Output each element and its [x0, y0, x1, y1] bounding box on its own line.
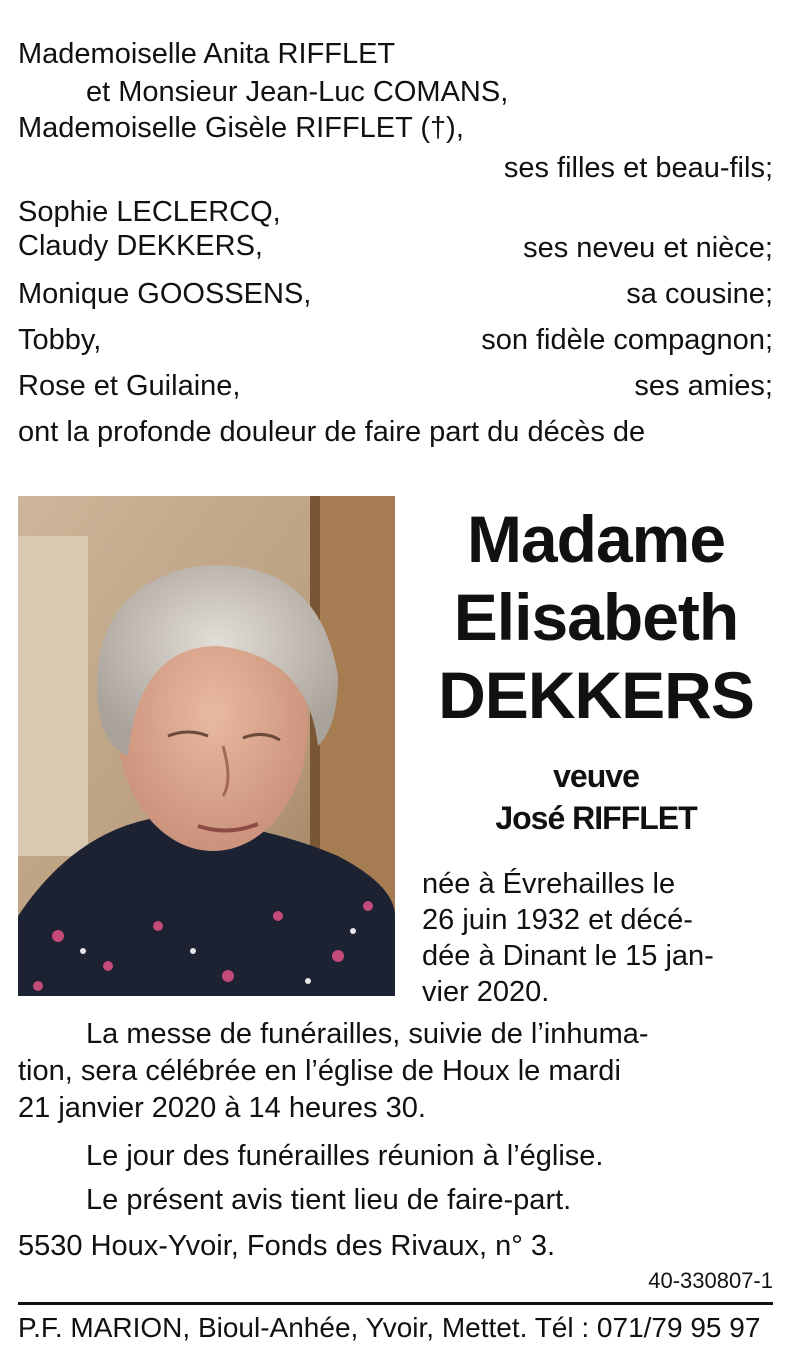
family-line-2: et Monsieur Jean-Luc COMANS, — [86, 76, 509, 108]
family-line-1: Mademoiselle Anita RIFFLET — [18, 38, 396, 70]
funeral-line-2: tion, sera célébrée en l’église de Houx le mardi — [18, 1055, 621, 1087]
relation-nephew-niece: ses neveu et nièce; — [523, 232, 773, 264]
relation-friends: ses amies; — [634, 370, 773, 402]
family-line-8: Rose et Guilaine, — [18, 370, 241, 402]
meeting-line: Le jour des funérailles réunion à l’église. — [86, 1140, 604, 1172]
funeral-line-3: 21 janvier 2020 à 14 heures 30. — [18, 1092, 426, 1124]
reference-number: 40-330807-1 — [648, 1268, 773, 1293]
deceased-first-name: Elisabeth — [453, 580, 739, 654]
footer-divider — [18, 1302, 773, 1305]
relation-companion: son fidèle compagnon; — [481, 324, 773, 356]
deceased-last-name: DEKKERS — [438, 658, 754, 732]
address-line: 5530 Houx-Yvoir, Fonds des Rivaux, n° 3. — [18, 1230, 556, 1262]
funeral-home-footer: P.F. MARION, Bioul-Anhée, Yvoir, Mettet. Tél : 071/79 95 97 — [18, 1312, 761, 1343]
family-line-3: Mademoiselle Gisèle RIFFLET (†), — [18, 112, 464, 144]
family-line-5: Claudy DEKKERS, — [18, 230, 263, 262]
widow-label: veuve — [553, 758, 639, 794]
notice-line: Le présent avis tient lieu de faire-part. — [86, 1184, 572, 1216]
funeral-line-1: La messe de funérailles, suivie de l’inhuma- — [86, 1018, 649, 1050]
family-line-6: Monique GOOSSENS, — [18, 278, 312, 310]
announcement-line: ont la profonde douleur de faire part du décès de — [18, 416, 646, 448]
spouse-name: José RIFFLET — [495, 800, 697, 836]
family-line-7: Tobby, — [18, 324, 102, 356]
relation-daughters: ses filles et beau-fils; — [503, 152, 773, 184]
bio-line-2: 26 juin 1932 et décé- — [422, 904, 693, 936]
birth-death-info — [422, 866, 774, 1010]
family-line-4: Sophie LECLERCQ, — [18, 196, 281, 228]
deceased-title: Madame — [466, 502, 726, 576]
relation-cousin: sa cousine; — [626, 278, 773, 310]
bio-line-4: vier 2020. — [422, 976, 550, 1008]
bio-line-3: dée à Dinant le 15 jan- — [422, 940, 714, 972]
bio-line-1: née à Évrehailles le — [422, 868, 676, 900]
portrait-photo — [18, 496, 395, 996]
